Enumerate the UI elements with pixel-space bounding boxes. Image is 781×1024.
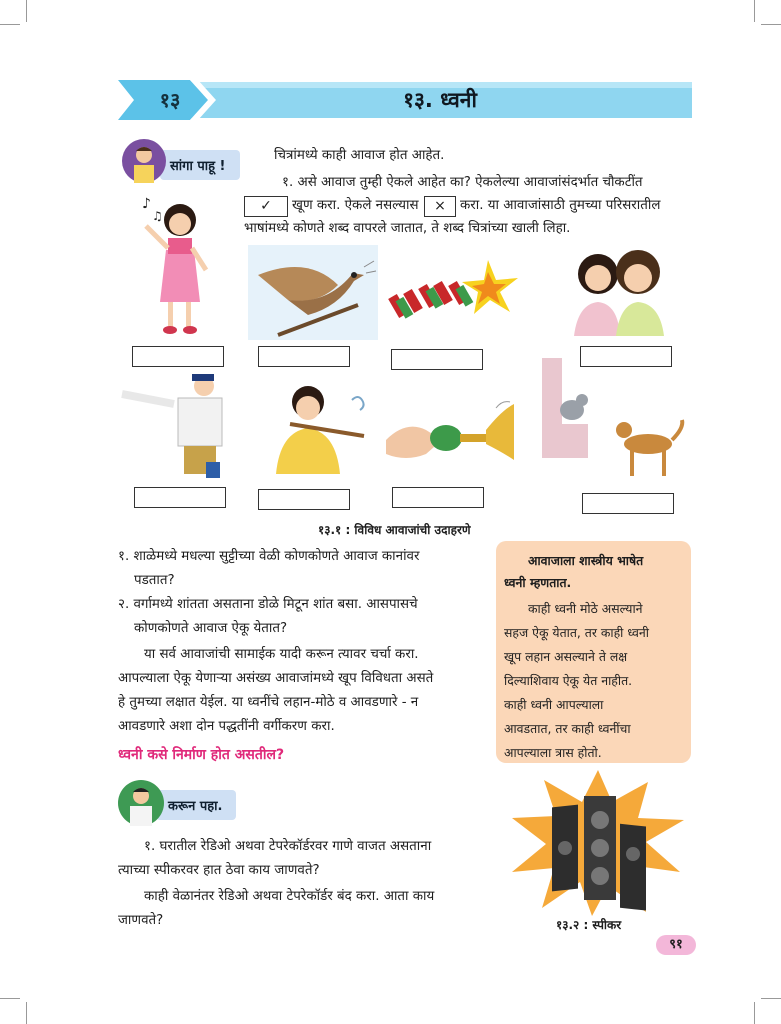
- crop-mark: [0, 998, 20, 999]
- info-box-line: काही ध्वनी मोठे असल्याने: [528, 601, 643, 616]
- svg-text:♫: ♫: [152, 209, 163, 223]
- crop-mark: [26, 0, 27, 22]
- answer-box[interactable]: [134, 487, 226, 508]
- section-heading: ध्वनी कसे निर्माण होत असतील?: [118, 747, 285, 763]
- sanga-badge-label: सांगा पाहू !: [170, 159, 226, 174]
- info-box-bold-line: ध्वनी म्हणतात.: [504, 575, 572, 590]
- teacher-avatar-icon: [120, 137, 168, 185]
- karun-badge-label: करून पहा.: [168, 799, 223, 814]
- figure-caption: १३.१ : विविध आवाजांची उदाहरणे: [318, 523, 471, 537]
- crop-mark: [0, 24, 20, 25]
- firecrackers-image: [388, 250, 528, 335]
- intro-text: चित्रांमध्ये काही आवाज होत आहेत.: [274, 148, 445, 163]
- question-line: करा. या आवाजांसाठी तुमच्या परिसरातील: [460, 198, 661, 213]
- traffic-police-image: [118, 372, 228, 480]
- question-line: पडतात?: [134, 573, 175, 588]
- info-box-line: दिल्याशिवाय ऐकू येत नाहीत.: [504, 673, 633, 688]
- activity-line: जाणवते?: [118, 913, 164, 928]
- paragraph-line: आपल्याला ऐकू येणाऱ्या असंख्य आवाजांमध्ये खूप विविधता असते: [118, 671, 434, 686]
- activity-line: त्याच्या स्पीकरवर हात ठेवा काय जाणवते?: [118, 863, 320, 878]
- answer-box[interactable]: [391, 349, 483, 370]
- question-line: १. शाळेमध्ये मधल्या सुट्टीच्या वेळी कोणकोणते आवाज कानांवर: [118, 549, 420, 564]
- answer-box[interactable]: [392, 487, 484, 508]
- whispering-girls-image: [568, 248, 670, 336]
- question-line: कोणकोणते आवाज ऐकू येतात?: [134, 621, 288, 636]
- speaker-caption: १३.२ : स्पीकर: [556, 918, 622, 932]
- crop-mark: [761, 998, 781, 999]
- question-line: १. असे आवाज तुम्ही ऐकले आहेत का? ऐकलेल्या आवाजांसंदर्भात चौकटींत: [282, 175, 643, 190]
- info-box-line: आपल्याला त्रास होतो.: [504, 745, 602, 760]
- cross-box: ×: [424, 196, 456, 217]
- activity-line: १. घरातील रेडिओ अथवा टेपरेकॉर्डरवर गाणे वाजत असताना: [144, 839, 432, 854]
- info-box-line: खूप लहान असल्याने ते लक्ष: [504, 649, 628, 664]
- answer-box[interactable]: [132, 346, 224, 367]
- check-box: ✓: [244, 196, 288, 217]
- flute-player-image: [268, 376, 366, 474]
- paragraph-line: हे तुमच्या लक्षात येईल. या ध्वनींचे लहान-मोठे व आवडणारे - न: [118, 695, 419, 710]
- chapter-number: १३: [159, 88, 181, 112]
- question-line: २. वर्गामध्ये शांतता असताना डोळे मिटून शांत बसा. आसपासचे: [118, 597, 418, 612]
- question-line: खूण करा. ऐकले नसल्यास: [292, 198, 419, 213]
- singing-girl-image: [138, 190, 218, 340]
- horn-image: [386, 400, 520, 470]
- crop-mark: [754, 1002, 755, 1024]
- speaker-image: [508, 768, 688, 918]
- info-box-line: आवडतात, तर काही ध्वनींचा: [504, 721, 631, 736]
- svg-text:♪: ♪: [142, 196, 151, 212]
- chapter-title: १३. ध्वनी: [403, 88, 477, 112]
- info-box-line: काही ध्वनी आपल्याला: [504, 697, 604, 712]
- cat-and-dog-image: [538, 358, 690, 484]
- bird-image: [248, 245, 378, 340]
- question-line: भाषांमध्ये कोणते शब्द वापरले जातात, ते शब्द चित्रांच्या खाली लिहा.: [244, 221, 571, 236]
- paragraph-line: आवडणारे अशा दोन पद्धतींनी वर्गीकरण करा.: [118, 719, 335, 734]
- answer-box[interactable]: [258, 346, 350, 367]
- scientist-avatar-icon: [116, 778, 166, 828]
- activity-line: काही वेळानंतर रेडिओ अथवा टेपरेकॉर्डर बंद करा. आता काय: [144, 889, 435, 904]
- answer-box[interactable]: [582, 493, 674, 514]
- crop-mark: [754, 0, 755, 22]
- info-box-bold-line: आवाजाला शास्त्रीय भाषेत: [528, 553, 644, 568]
- page-number: ९१: [656, 935, 696, 955]
- info-box-line: सहज ऐकू येतात, तर काही ध्वनी: [504, 625, 649, 640]
- paragraph-line: या सर्व आवाजांची सामाईक यादी करून त्यावर चर्चा करा.: [144, 647, 419, 662]
- crop-mark: [26, 1002, 27, 1024]
- crop-mark: [761, 24, 781, 25]
- answer-box[interactable]: [258, 489, 350, 510]
